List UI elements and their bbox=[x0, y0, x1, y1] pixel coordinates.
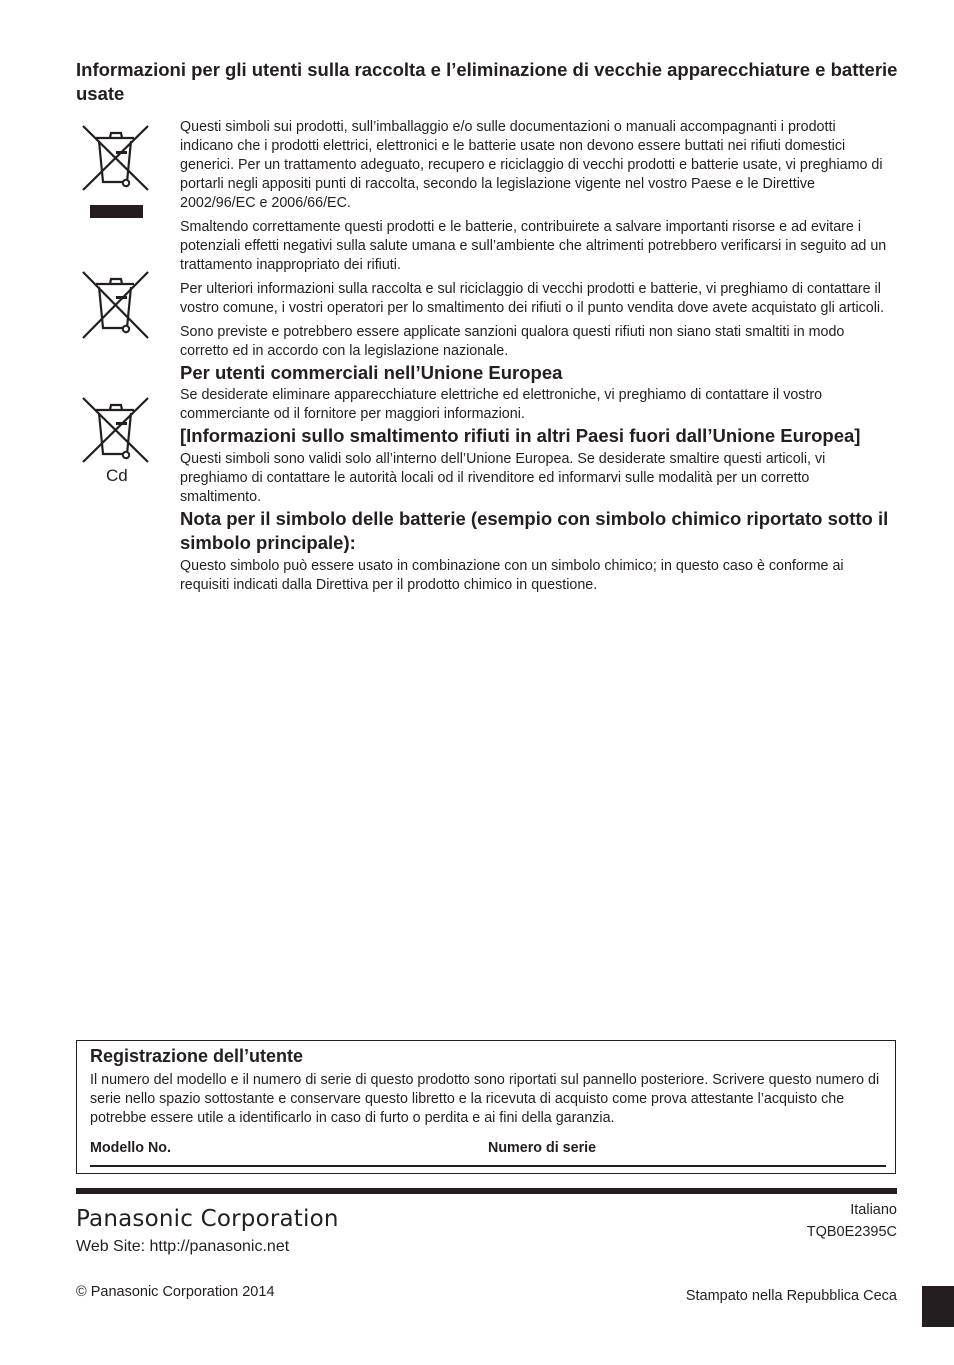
chemical-symbol-label: Cd bbox=[106, 466, 128, 485]
document-number: TQB0E2395C bbox=[806, 1224, 897, 1240]
page-title: Informazioni per gli utenti sulla raccolta e l’eliminazione di vecchie apparecchiature e batterie usate bbox=[76, 59, 898, 104]
paragraph-symbols-meaning: Questi simboli sui prodotti, sull’imballaggio e/o sulle documentazioni o manuali accompagnanti i prodotti indicano che i prodotti elettrici, elettronici e le batterie usate non devono essere buttati nei rifiuti domestici generici. Per un trattamento adeguato, recupero e riciclaggio di vecchi prodotti e batterie usate, vi preghiamo di portarli negli appositi punti di raccolta, secondo la legislazione vigente nel vostro Paese e le Direttive 2002/96/EC e 2006/66/EC. bbox=[180, 119, 883, 211]
registration-fields-row bbox=[90, 1139, 886, 1167]
heading-battery-symbol: Nota per il simbolo delle batterie (esempio con simbolo chimico riportato sotto il simbolo principale): bbox=[180, 508, 889, 553]
heading-outside-eu: [Informazioni sullo smaltimento rifiuti in altri Paesi fuori dall’Unione Europea] bbox=[180, 425, 861, 446]
main-content bbox=[180, 118, 892, 600]
paragraph-battery-symbol: Questo simbolo può essere usato in combinazione con un simbolo chimico; in questo caso è conforme ai requisiti indicati dalla Direttiva per il prodotto chimico in questione. bbox=[180, 558, 844, 593]
weee-bin-cd-icon bbox=[80, 396, 154, 466]
printed-in-label: Stampato nella Repubblica Ceca bbox=[685, 1288, 897, 1304]
website-text: Web Site: http://panasonic.net bbox=[76, 1238, 290, 1255]
paragraph-commercial-users: Se desiderate eliminare apparecchiature elettriche ed elettroniche, vi preghiamo di contattare il vostro commerciante od il fornitore per maggiori informazioni. bbox=[180, 387, 823, 422]
paragraph-sanctions: Sono previste e potrebbero essere applicate sanzioni qualora questi rifiuti non siano stati smaltiti in modo corretto ed in accordo con la legislazione nazionale. bbox=[180, 324, 845, 359]
brand-logo: Panasonic Corporation bbox=[76, 1206, 339, 1232]
paragraph-further-info: Per ulteriori informazioni sulla raccolta e sul riciclaggio di vecchi prodotti e batterie, vi preghiamo di contattare il vostro comune, i vostri operatori per lo smaltimento dei rifiuti o il punto vendita dove avete acquistato gli articoli. bbox=[180, 281, 885, 316]
registration-text: Il numero del modello e il numero di serie di questo prodotto sono riportati sul pannello posteriore. Scrivere questo numero di serie nello spazio sottostante e conservare questo libretto e la ricevuta di acquisto come prova attestante l’acquisto che potrebbe essere utile a identificarlo in caso di furto o perdita e ai fini della garanzia. bbox=[90, 1072, 880, 1126]
user-registration-box bbox=[76, 1040, 896, 1174]
footer-divider bbox=[76, 1188, 897, 1194]
registration-title: Registrazione dell’utente bbox=[90, 1046, 304, 1066]
weee-bin-with-bar-icon bbox=[80, 122, 154, 220]
language-label: Italiano bbox=[850, 1202, 897, 1218]
weee-bin-icon bbox=[80, 270, 154, 342]
paragraph-benefits: Smaltendo correttamente questi prodotti e le batterie, contribuirete a salvare importanti risorse e ad evitare i potenziali effetti negativi sulla salute umana e sull’ambiente che altrimenti potrebbero verificarsi in seguito ad un trattamento inappropriato dei rifiuti. bbox=[180, 219, 887, 273]
model-number-label: Modello No. bbox=[90, 1140, 172, 1156]
page-corner-tab bbox=[922, 1286, 954, 1327]
paragraph-outside-eu: Questi simboli sono validi solo all’interno dell’Unione Europea. Se desiderate smaltire questi articoli, vi preghiamo di contattare le autorità locali od il rivenditore ed informarvi sulle modalità per un corretto smaltimento. bbox=[180, 451, 826, 505]
heading-commercial-users: Per utenti commerciali nell’Unione Europea bbox=[180, 362, 563, 383]
serial-number-label: Numero di serie bbox=[488, 1140, 597, 1156]
copyright-notice: © Panasonic Corporation 2014 bbox=[76, 1284, 275, 1300]
